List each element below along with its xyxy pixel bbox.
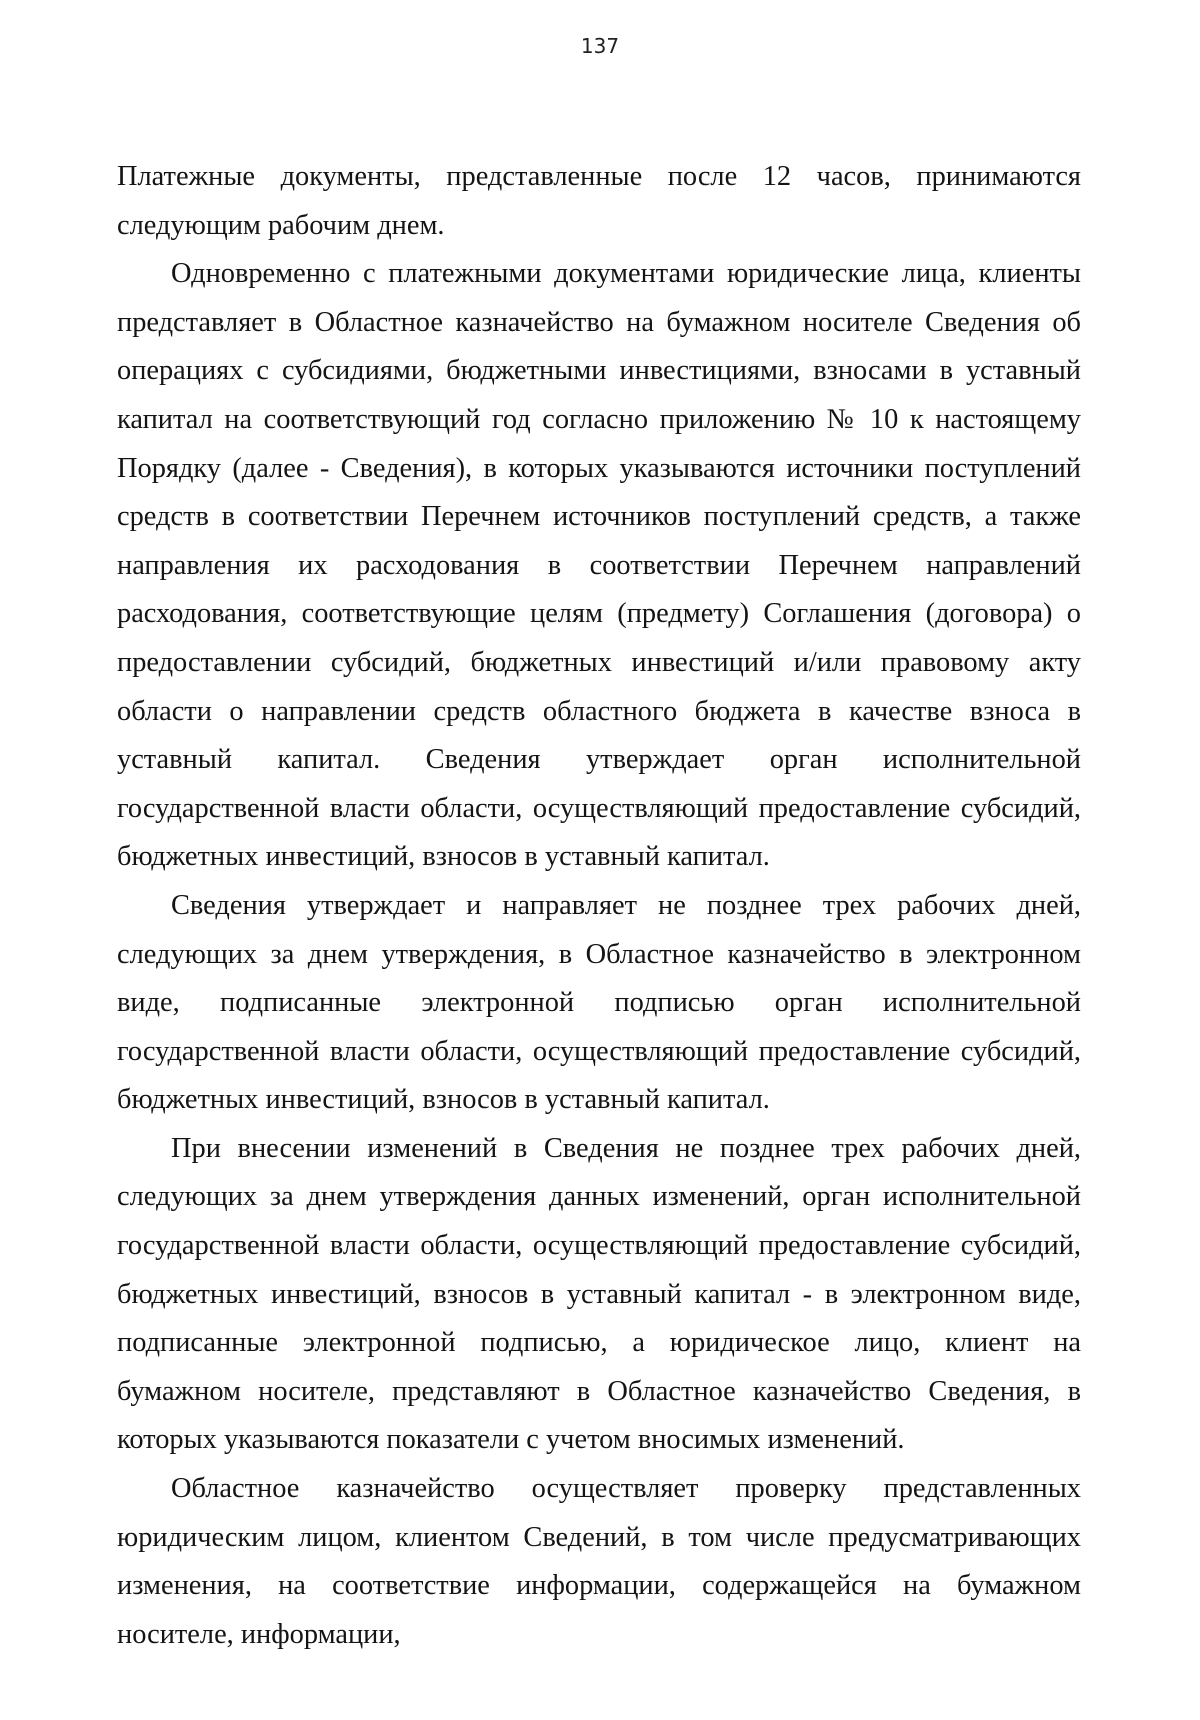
document-body <box>117 153 1081 1659</box>
paragraph-svedeniya-changes: При внесении изменений в Сведения не позднее трех рабочих дней, следующих за днем утверждения данных изменений, орган исполнительной государственной власти области, осуществляющий предоставление субсидий, бюджетных инвестиций, взносов в уставный капитал - в электронном виде, подписанные электронной подписью, а юридическое лицо, клиент на бумажном носителе, представляют в Областное казначейство Сведения, в которых указываются показатели с учетом вносимых изменений. <box>117 1132 1081 1456</box>
paragraph-svedeniya-submission: Одновременно с платежными документами юридические лица, клиенты представляет в Областное казначейство на бумажном носителе Сведения об операциях с субсидиями, бюджетными инвестициями, взносами в уставный капитал на соответствующий год согласно приложению № 10 к настоящему Порядку (далее - Сведения), в которых указываются источники поступлений средств в соответствии Перечнем источников поступлений средств, а также направления их расходования в соответствии Перечнем направлений расходования, соответствующие целям (предмету) Соглашения (договора) о предоставлении субсидий, бюджетных инвестиций и/или правовому акту области о направлении средств областного бюджета в качестве взноса в уставный капитал. Сведения утверждает орган исполнительной государственной власти области, осуществляющий предоставление субсидий, бюджетных инвестиций, взносов в уставный капитал. <box>117 258 1081 873</box>
paragraph-treasury-verification: Областное казначейство осуществляет проверку представленных юридическим лицом, клиентом Сведений, в том числе предусматривающих изменения, на соответствие информации, содержащейся на бумажном носителе, информации, <box>117 1473 1081 1650</box>
page-number: 137 <box>580 34 620 58</box>
paragraph-payment-documents: Платежные документы, представленные после 12 часов, принимаются следующим рабочим днем. <box>117 161 1081 241</box>
paragraph-svedeniya-approval: Сведения утверждает и направляет не позднее трех рабочих дней, следующих за днем утверждения, в Областное казначейство в электронном виде, подписанные электронной подписью орган исполнительной государственной власти области, осуществляющий предоставление субсидий, бюджетных инвестиций, взносов в уставный капитал. <box>117 889 1081 1116</box>
